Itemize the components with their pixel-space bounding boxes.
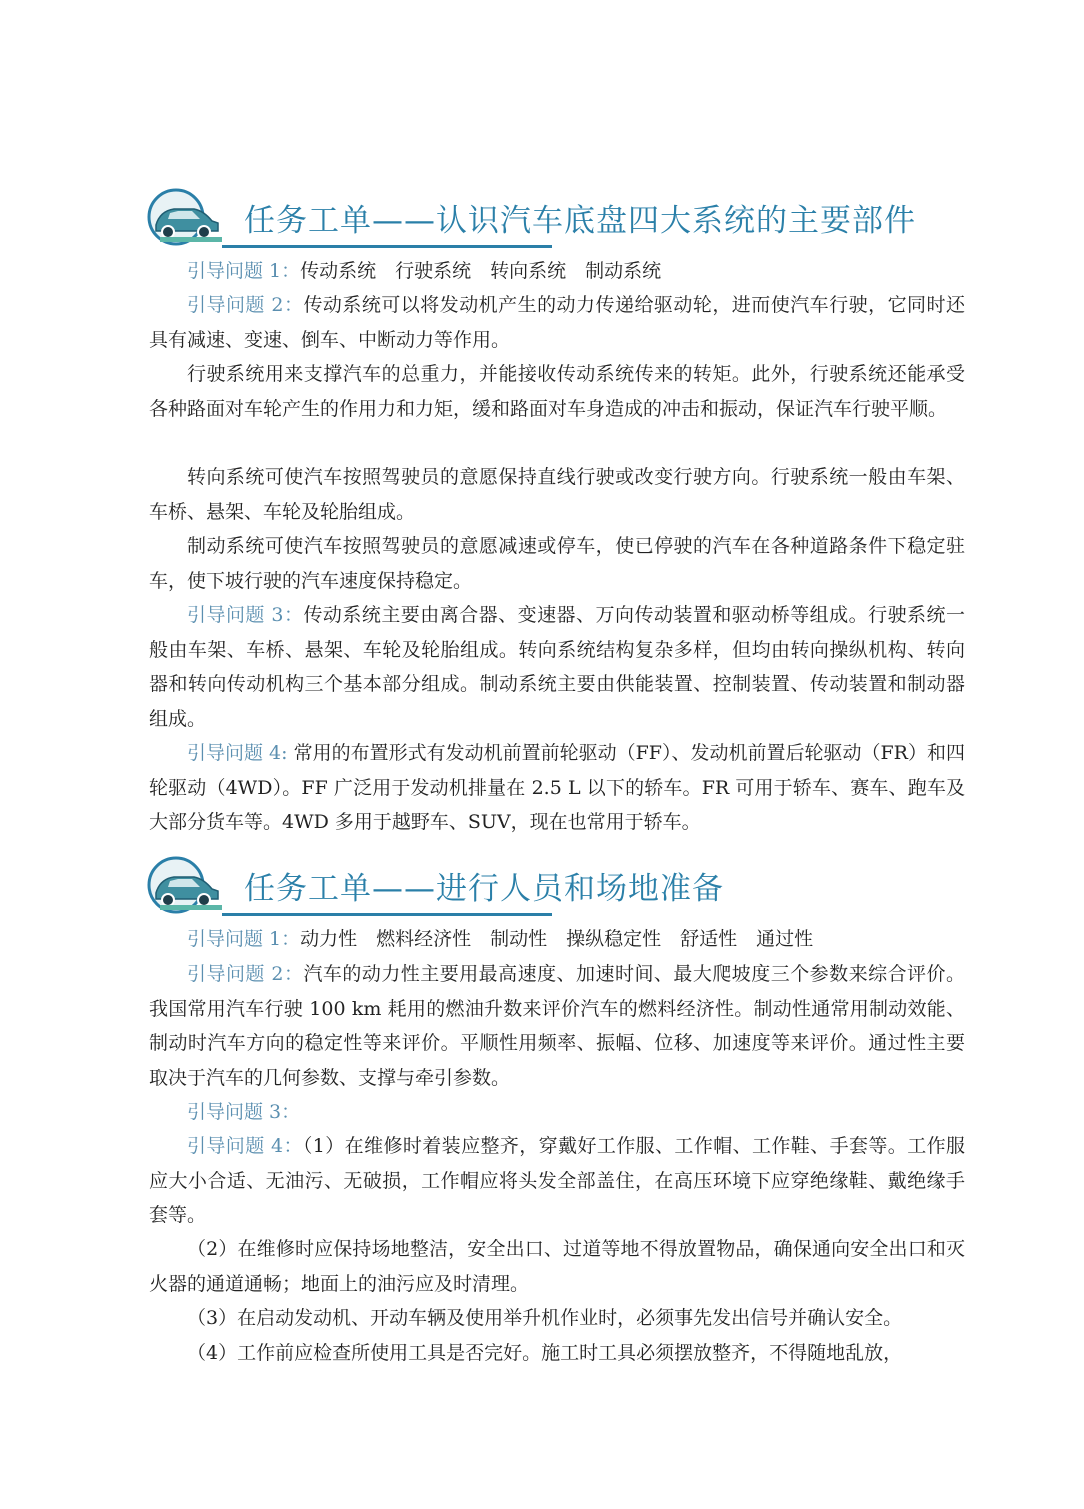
paragraph-text: 制动系统可使汽车按照驾驶员的意愿减速或停车，使已停驶的汽车在各种道路条件下稳定驻车，使下坡行驶的汽车速度保持稳定。	[149, 535, 965, 592]
paragraph	[149, 1336, 965, 1371]
question-label: 引导问题 2：	[187, 294, 304, 316]
paragraph	[149, 529, 965, 598]
question-label: 引导问题 1：	[187, 260, 301, 282]
section-heading-2	[146, 855, 946, 925]
heading-underline	[222, 245, 552, 248]
car-icon	[146, 187, 224, 247]
paragraph-text: 传动系统主要由离合器、变速器、万向传动装置和驱动桥等组成。行驶系统一般由车架、车桥、悬架、车轮及轮胎组成。转向系统结构复杂多样，但均由转向操纵机构、转向器和转向传动机构三个基本部分组成。制动系统主要由供能装置、控制装置、传动装置和制动器组成。	[149, 604, 965, 730]
paragraph-text: 行驶系统用来支撑汽车的总重力，并能接收传动系统传来的转矩。此外，行驶系统还能承受各种路面对车轮产生的作用力和力矩，缓和路面对车身造成的冲击和振动，保证汽车行驶平顺。	[149, 363, 965, 420]
question-label: 引导问题 4:	[187, 742, 288, 764]
paragraph	[149, 1301, 965, 1336]
paragraph	[149, 357, 965, 426]
paragraph	[149, 598, 965, 736]
heading-underline	[222, 913, 552, 916]
question-label: 引导问题 1：	[187, 928, 301, 950]
paragraph-text: 转向系统可使汽车按照驾驶员的意愿保持直线行驶或改变行驶方向。行驶系统一般由车架、车桥、悬架、车轮及轮胎组成。	[149, 466, 965, 523]
paragraph	[149, 1129, 965, 1233]
paragraph	[149, 1095, 965, 1130]
paragraph-text: 动力性 燃料经济性 制动性 操纵稳定性 舒适性 通过性	[300, 928, 814, 950]
paragraph	[149, 288, 965, 357]
paragraph-text: （3）在启动发动机、开动车辆及使用举升机作业时，必须事先发出信号并确认安全。	[187, 1307, 903, 1329]
paragraph-text: （2）在维修时应保持场地整洁，安全出口、过道等地不得放置物品，确保通向安全出口和灭火器的通道通畅；地面上的油污应及时清理。	[149, 1238, 965, 1295]
paragraph	[149, 460, 965, 529]
question-label: 引导问题 3：	[187, 1101, 301, 1123]
section-title: 任务工单——进行人员和场地准备	[244, 871, 724, 907]
paragraph	[149, 1232, 965, 1301]
paragraph	[149, 957, 965, 1095]
paragraph-text: （1）在维修时着装应整齐，穿戴好工作服、工作帽、工作鞋、手套等。工作服应大小合适、无油污、无破损，工作帽应将头发全部盖住，在高压环境下应穿绝缘鞋、戴绝缘手套等。	[149, 1135, 965, 1226]
paragraph-text: 传动系统可以将发动机产生的动力传递给驱动轮，进而使汽车行驶，它同时还具有减速、变速、倒车、中断动力等作用。	[149, 294, 965, 351]
paragraph-text: 常用的布置形式有发动机前置前轮驱动（FF）、发动机前置后轮驱动（FR）和四轮驱动（4WD）。FF 广泛用于发动机排量在 2.5 L 以下的轿车。FR 可用于轿车、赛车、跑车及大部分货车等。4WD 多用于越野车、SUV，现在也常用于轿车。	[149, 742, 965, 833]
section-title: 任务工单——认识汽车底盘四大系统的主要部件	[244, 203, 916, 239]
paragraph	[149, 922, 965, 957]
car-icon	[146, 855, 224, 915]
paragraph	[149, 736, 965, 840]
paragraph-text: 传动系统 行驶系统 转向系统 制动系统	[300, 260, 662, 282]
question-label: 引导问题 2：	[187, 963, 304, 985]
question-label: 引导问题 4：	[187, 1135, 303, 1157]
paragraph	[149, 254, 965, 289]
paragraph-text: 汽车的动力性主要用最高速度、加速时间、最大爬坡度三个参数来综合评价。我国常用汽车行驶 100 km 耗用的燃油升数来评价汽车的燃料经济性。制动性通常用制动效能、制动时汽车方向的稳定性等来评价。平顺性用频率、振幅、位移、加速度等来评价。通过性主要取决于汽车的几何参数、支撑与牵引参数。	[149, 963, 965, 1089]
section-heading-1	[146, 187, 946, 257]
question-label: 引导问题 3：	[187, 604, 304, 626]
paragraph-text: （4）工作前应检查所使用工具是否完好。施工时工具必须摆放整齐，不得随地乱放，	[187, 1342, 903, 1364]
